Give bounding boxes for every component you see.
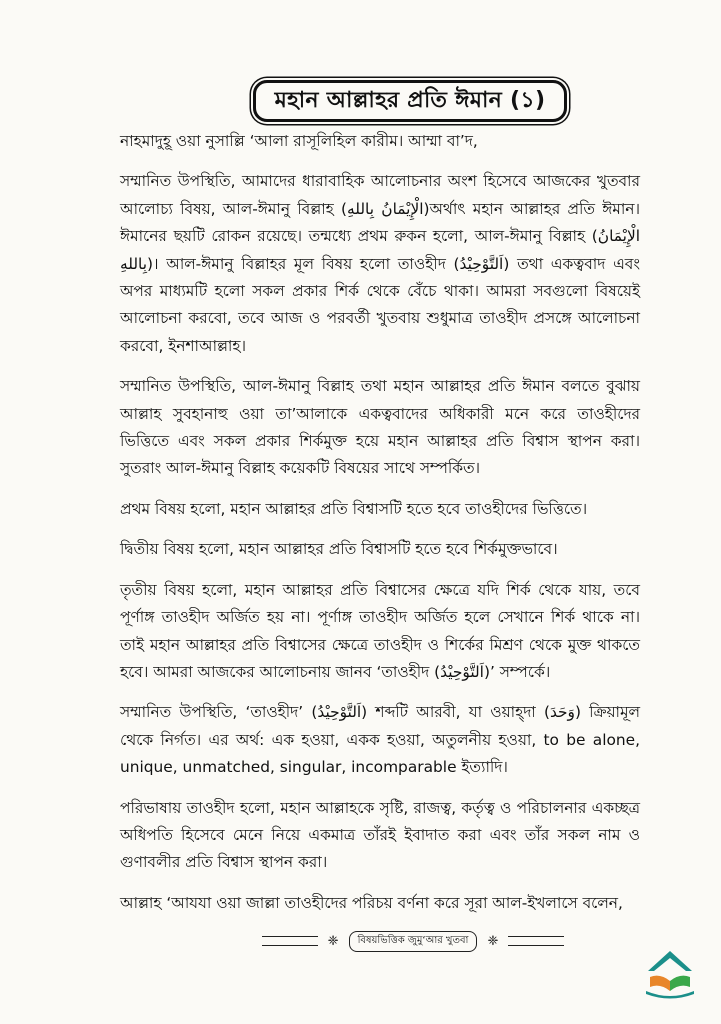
paragraph-4: প্রথম বিষয় হলো, মহান আল্লাহর প্রতি বিশ্বাসটি হতে হবে তাওহীদের ভিত্তিতে। (120, 499, 588, 518)
footer-ornament (262, 928, 564, 954)
logo-book-left-icon (650, 976, 670, 991)
paragraph-3: সম্মানিত উপস্থিতি, আল-ঈমানু বিল্লাহ তথা মহান আল্লাহর প্রতি ঈমান বলতে বুঝায় আল্লাহ সুবহানাহু ওয়া তা’আলাকে একত্ববাদের অধিকারী মনে করে তাওহীদের ভিত্তিতে এবং সকল প্রকার শির্কমুক্ত হয়ে মহান আল্লাহর প্রতি বিশ্বাস স্থাপন করা। সুতরাং আল-ঈমানু বিল্লাহ কয়েকটি বিষয়ের সাথে সম্পর্কিত। (120, 377, 640, 478)
paragraph-7: সম্মানিত উপস্থিতি, ‘তাওহীদ’ (اَلتَّوْحِيْدُ) শব্দটি আরবী, যা ওয়াহ্দা (وَحَدَ) ক্রিয়ামূল থেকে নির্গত। এর অর্থ: এক হওয়া, একক হওয়া, অতুলনীয় হওয়া, to be alone, unique, unmatched, singular, incomparable ইত্যাদি। (120, 703, 640, 777)
paragraph-1: নাহমাদুহূ ওয়া নুসাল্লি ‘আলা রাসূলিহিল কারীম। আম্মা বা’দ, (120, 132, 478, 150)
publisher-logo-icon (640, 945, 700, 1000)
title-frame (253, 80, 567, 122)
footer-rule-left (262, 936, 318, 946)
paragraph-6: তৃতীয় বিষয় হলো, মহান আল্লাহর প্রতি বিশ্বাসের ক্ষেত্রে যদি শির্ক থেকে যায়, তবে পূর্ণাঙ্গ তাওহীদ অর্জিত হয় না। পূর্ণাঙ্গ তাওহীদ অর্জিত হলে সেখানে শির্ক থাকে না। তাই মহান আল্লাহর প্রতি বিশ্বাসের ক্ষেত্রে তাওহীদ ও শির্কের মিশ্রণ থেকে মুক্ত থাকতে হবে। আমরা আজকের আলোচনায় জানব ‘তাওহীদ (اَلتَّوْحِيْدُ)’ সম্পর্কে। (120, 580, 640, 681)
ornament-left-icon: ❈ (327, 933, 339, 949)
footer-rule-right (508, 936, 564, 946)
logo-book-right-icon (670, 976, 690, 991)
ornament-right-icon: ❈ (487, 933, 499, 949)
paragraph-9: আল্লাহ ‘আযযা ওয়া জাল্লা তাওহীদের পরিচয় বর্ণনা করে সূরা আল-ইখলাসে বলেন, (120, 893, 623, 912)
logo-roof-icon (648, 951, 692, 971)
logo-base-icon (646, 991, 694, 999)
paragraph-5: দ্বিতীয় বিষয় হলো, মহান আল্লাহর প্রতি বিশ্বাসটি হতে হবে শির্কমুক্তভাবে। (120, 540, 558, 559)
paragraph-8: পরিভাষায় তাওহীদ হলো, মহান আল্লাহকে সৃষ্টি, রাজত্ব, কর্তৃত্ব ও পরিচালনার একচ্ছত্র অধিপতি হিসেবে মেনে নিয়ে একমাত্র তাঁরই ইবাদাত করা এবং তাঁর সকল নাম ও গুণাবলীর প্রতি বিশ্বাস স্থাপন করা। (120, 798, 640, 872)
paragraph-2: সম্মানিত উপস্থিতি, আমাদের ধারাবাহিক আলোচনার অংশ হিসেবে আজকের খুতবার আলোচ্য বিষয়, আল-ঈমানু বিল্লাহ (الْإِيْمَانُ بِاللهِ)অর্থাৎ মহান আল্লাহর প্রতি ঈমান। ঈমানের ছয়টি রোকন রয়েছে। তন্মধ্যে প্রথম রুকন হলো, আল-ঈমানু বিল্লাহ (الْإِيْمَانُ بِاللهِ)। আল-ঈমানু বিল্লাহর মূল বিষয় হলো তাওহীদ (اَلتَّوْحِيْدُ) তথা একত্ববাদ এবং অপর মাধ্যমটি হলো সকল প্রকার শির্ক থেকে বেঁচে থাকা। আমরা সবগুলো বিষয়েই আলোচনা করবো, তবে আজ ও পরবর্তী খুতবায় শুধুমাত্র তাওহীদ প্রসঙ্গে আলোচনা করবো, ইনশাআল্লাহ। (120, 172, 640, 355)
page-title: মহান আল্লাহর প্রতি ঈমান (১) (274, 87, 546, 113)
footer-label: বিষয়ভিত্তিক জুমু‘আর খুতবা (349, 931, 478, 952)
article-body (120, 128, 640, 930)
